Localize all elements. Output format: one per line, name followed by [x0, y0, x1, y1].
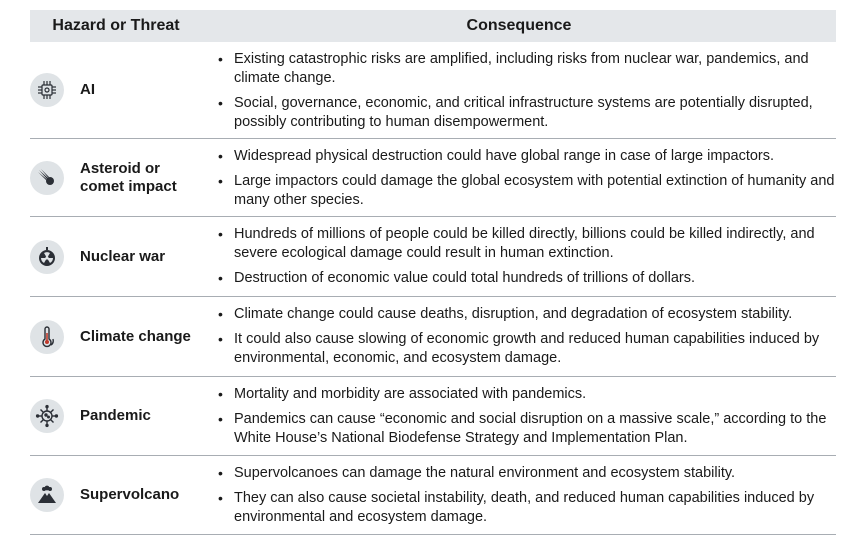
consequence-item: • Hundreds of millions of people could be killed directly, billions could be killed indirectly, and severe ecological damage could result in human extinction. [220, 225, 836, 263]
consequence-item: • Pandemics can cause “economic and social disruption on a massive scale,” according to the White House’s National Biodefense Strategy and Implementation Plan. [220, 410, 836, 448]
hazard-name: Pandemic [80, 407, 151, 424]
consequence-item: • Widespread physical destruction could have global range in case of large impactors. [220, 147, 836, 166]
consequence-item: • Social, governance, economic, and critical infrastructure systems are potentially disrupted, possibly contributing to human disempowerment. [220, 94, 836, 132]
table-row-nuclear [30, 217, 836, 297]
hazard-name: Nuclear war [80, 247, 166, 265]
consequence-item: • Climate change could cause deaths, disruption, and degradation of ecosystem stability. [220, 305, 836, 324]
hazard-table [30, 10, 836, 535]
header-hazard: Hazard or Threat [52, 17, 180, 34]
nuclear-icon [30, 240, 64, 274]
hazard-name: AI [80, 81, 95, 98]
consequence-item: • It could also cause slowing of economic growth and reduced human capabilities induced by environmental, economic, and ecosystem damage. [220, 330, 836, 368]
thermometer-icon [30, 320, 64, 354]
hazard-name: Asteroid or comet impact [80, 159, 177, 195]
comet-icon [30, 161, 64, 195]
consequence-item: • They can also cause societal instability, death, and reduced human capabilities induced by environmental and ecosystem damage. [220, 489, 836, 527]
consequence-item: • Supervolcanoes can damage the natural environment and ecosystem stability. [220, 464, 836, 483]
table-row-climate [30, 297, 836, 377]
hazard-name: Supervolcano [80, 486, 180, 503]
consequence-item: • Destruction of economic value could total hundreds of trillions of dollars. [220, 269, 836, 288]
header-consequence: Consequence [466, 17, 572, 34]
volcano-icon [30, 478, 64, 512]
consequence-item: • Large impactors could damage the global ecosystem with potential extinction of humanity and many other species. [220, 172, 836, 210]
consequence-item: • Mortality and morbidity are associated with pandemics. [220, 385, 836, 404]
table-row-pandemic [30, 377, 836, 456]
table-row-supervolcano [30, 456, 836, 535]
virus-icon [30, 399, 64, 433]
ai-chip-icon [30, 73, 64, 107]
table-header [30, 10, 836, 42]
hazard-name: Climate change [80, 327, 191, 345]
table-row-asteroid [30, 139, 836, 217]
consequence-item: • Existing catastrophic risks are amplified, including risks from nuclear war, pandemics, and climate change. [220, 50, 836, 88]
table-row-ai [30, 42, 836, 139]
